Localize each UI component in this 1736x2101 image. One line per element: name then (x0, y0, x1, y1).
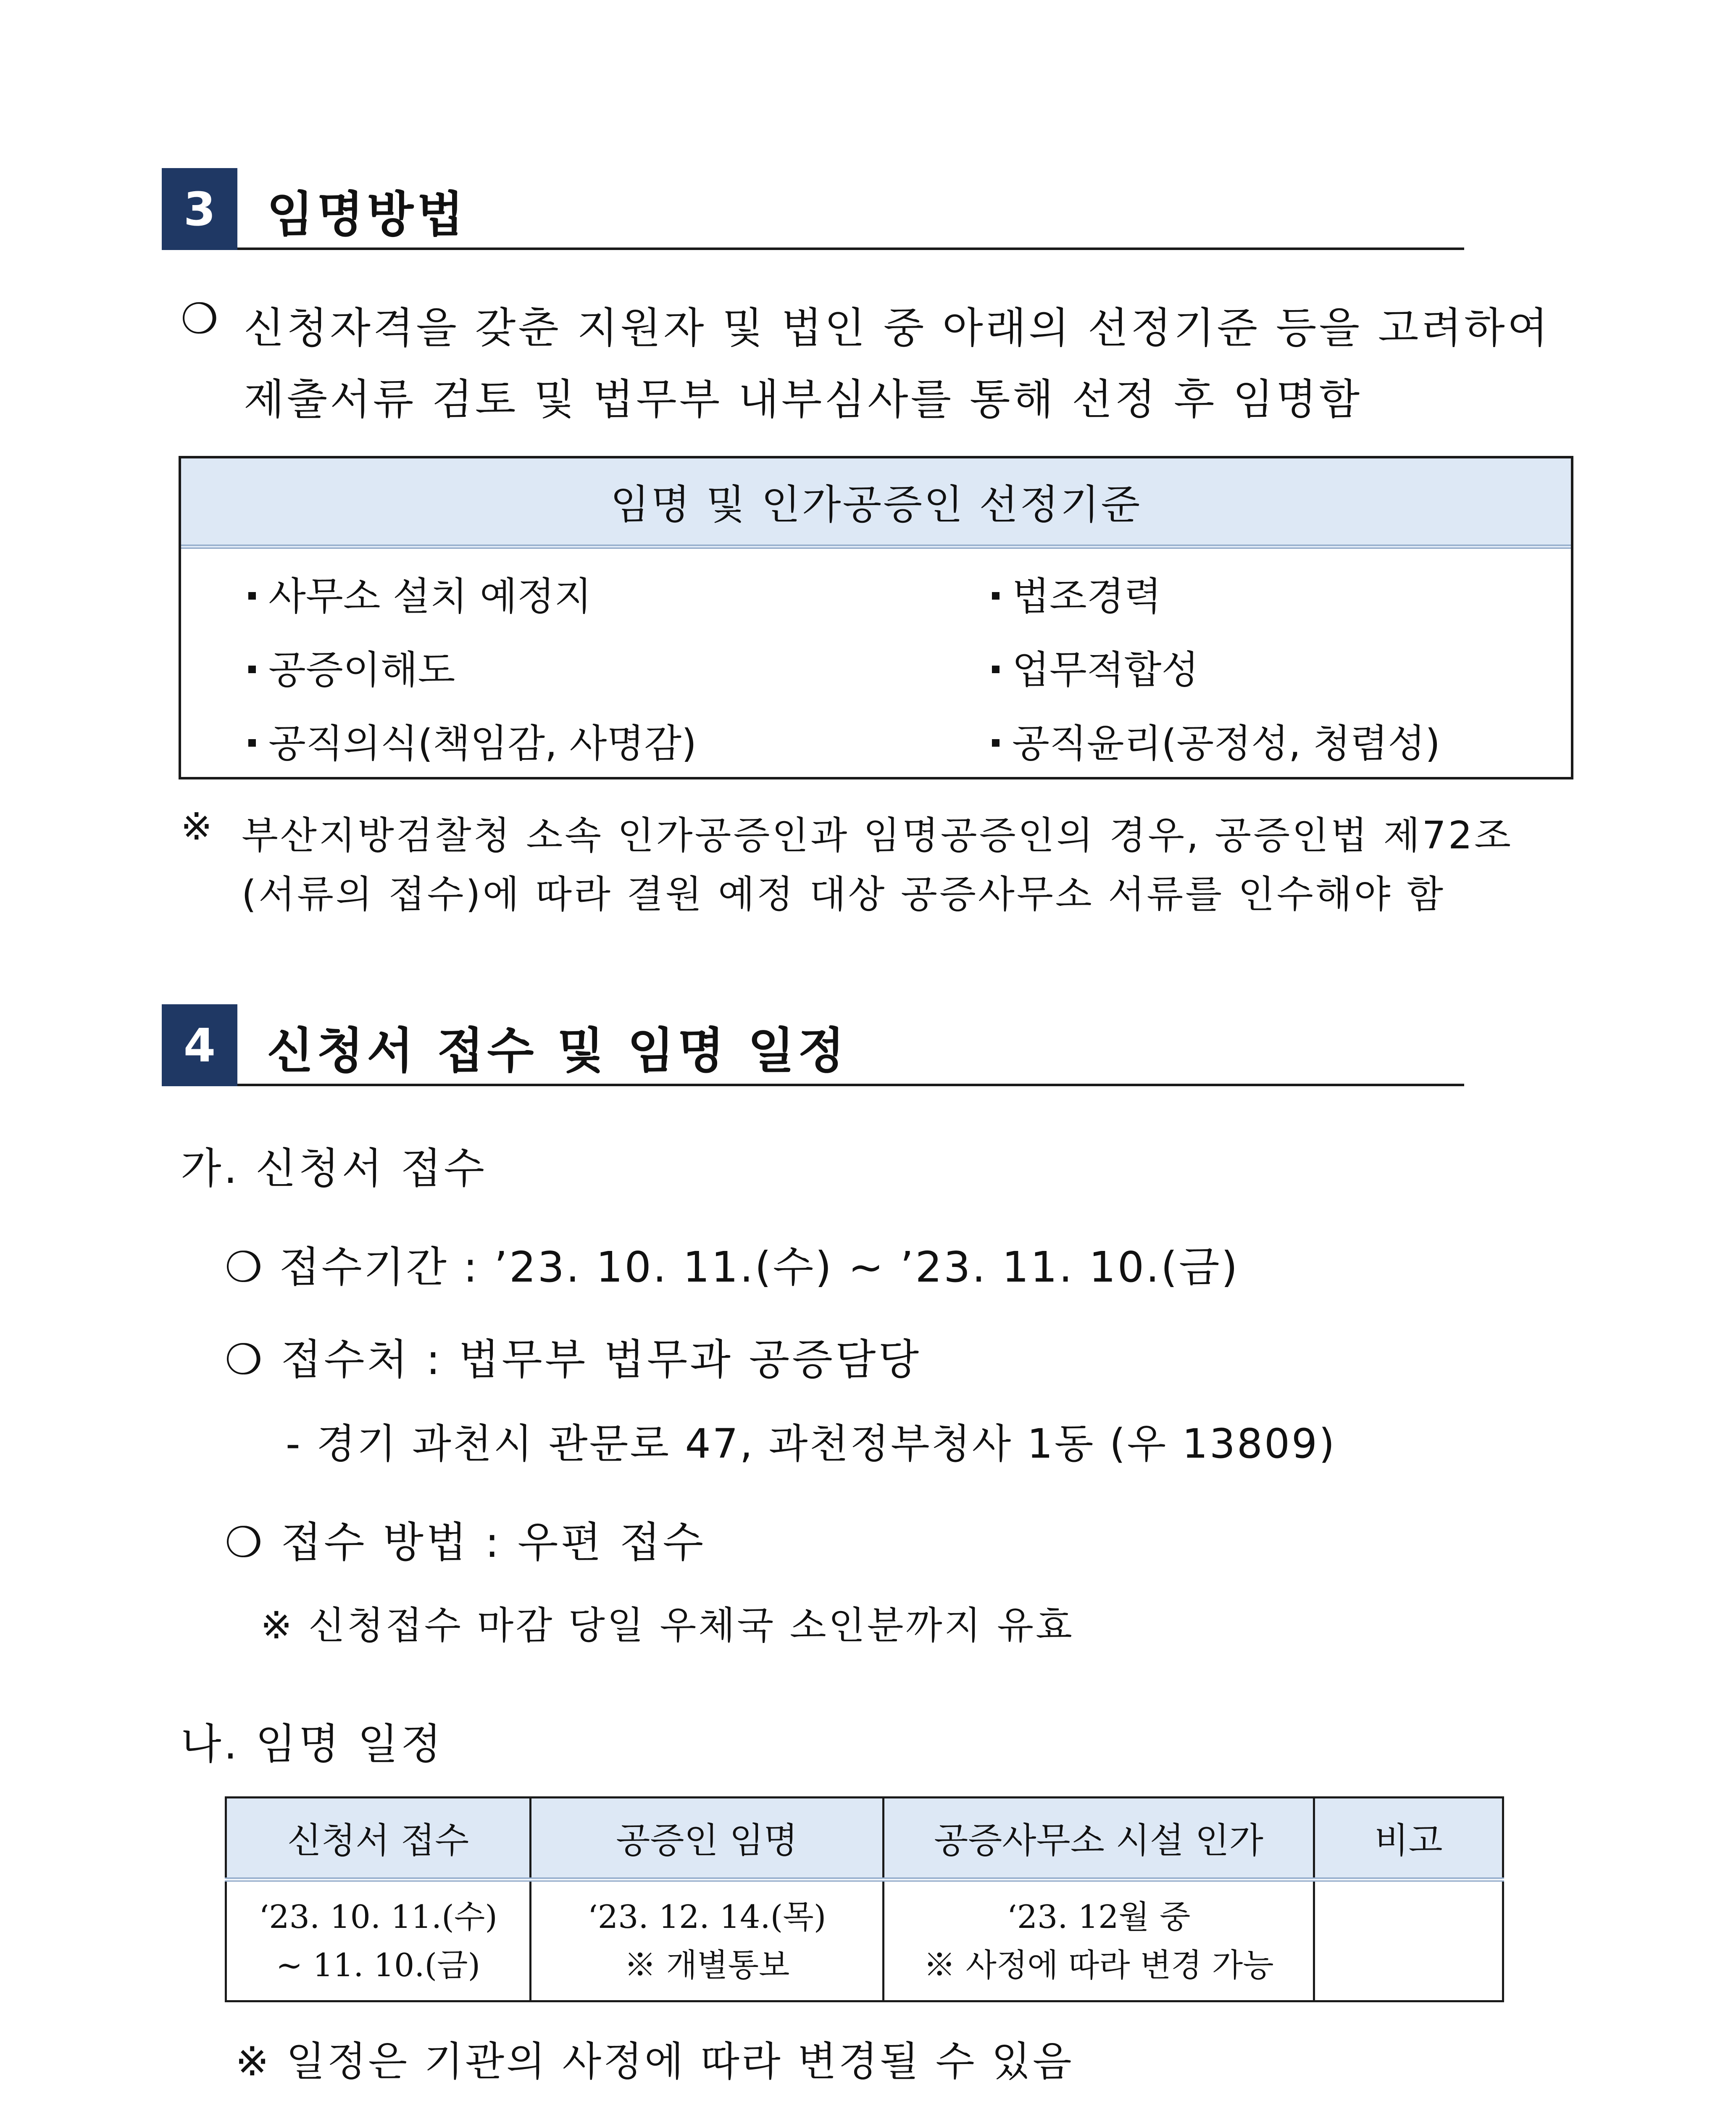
section-number: 3 (162, 168, 237, 250)
criteria-item: 법조경력 (992, 566, 1162, 621)
method-note: ※ 신청접수 마감 당일 우체국 소인분까지 유효 (260, 1603, 1074, 1648)
table-cell: ‘23. 12월 중 ※ 사정에 따라 변경 가능 (884, 1880, 1314, 2001)
criteria-item: 사무소 설치 예정지 (248, 566, 592, 621)
table-header-cell: 공증사무소 시설 인가 (884, 1798, 1314, 1880)
bullet-circle: ❍ (181, 294, 218, 343)
note-line-1: 부산지방검찰청 소속 인가공증인과 임명공증인의 경우, 공증인법 제72조 (242, 814, 1513, 858)
criteria-item: 공직윤리(공정성, 청렴성) (992, 713, 1440, 768)
subheading-application: 가. 신청서 접수 (181, 1144, 487, 1193)
table-cell: ‘23. 12. 14.(목) ※ 개별통보 (531, 1880, 884, 2001)
criteria-item: 공직의식(책임감, 사명감) (248, 713, 697, 768)
square-bullet-icon (992, 666, 1000, 673)
section-4-header (162, 1004, 1464, 1086)
table-row (226, 1880, 1503, 2001)
application-period: ❍ 접수기간 : ’23. 10. 11.(수) ~ ’23. 11. 10.(금) (225, 1243, 1239, 1292)
criteria-title: 임명 및 인가공증인 선정기준 (181, 458, 1571, 549)
paragraph-line-2: 제출서류 검토 및 법무부 내부심사를 통해 선정 후 임명함 (244, 375, 1362, 424)
schedule-footnote: ※ 일정은 기관의 사정에 따라 변경될 수 있음 (235, 2038, 1074, 2085)
selection-criteria-box (179, 456, 1573, 779)
application-method: ❍ 접수 방법 : 우편 접수 (225, 1518, 706, 1567)
note-marker: ※ (181, 805, 213, 849)
table-cell: ‘23. 10. 11.(수) ~ 11. 10.(금) (226, 1880, 531, 2001)
criteria-item: 업무적합성 (992, 639, 1199, 695)
application-office: ❍ 접수처 : 법무부 법무과 공증담당 (225, 1335, 922, 1384)
table-header-cell: 신청서 접수 (226, 1798, 531, 1880)
square-bullet-icon (248, 592, 256, 600)
section-title: 임명방법 (267, 187, 467, 243)
square-bullet-icon (248, 739, 256, 747)
square-bullet-icon (992, 592, 1000, 600)
section-3-header (162, 168, 1464, 250)
schedule-table (225, 1796, 1504, 2002)
section-number: 4 (162, 1004, 237, 1086)
table-cell-remarks (1314, 1880, 1503, 2001)
section-title: 신청서 접수 및 임명 일정 (267, 1023, 848, 1079)
table-header-cell: 공증인 임명 (531, 1798, 884, 1880)
note-line-2: (서류의 접수)에 따라 결원 예정 대상 공증사무소 서류를 인수해야 함 (242, 872, 1446, 916)
paragraph-line-1: 신청자격을 갖춘 지원자 및 법인 중 아래의 선정기준 등을 고려하여 (244, 303, 1551, 353)
table-header-row (226, 1798, 1503, 1880)
square-bullet-icon (992, 739, 1000, 747)
criteria-item: 공증이해도 (248, 639, 455, 695)
table-header-cell: 비고 (1314, 1798, 1503, 1880)
square-bullet-icon (248, 666, 256, 673)
subheading-schedule: 나. 임명 일정 (181, 1719, 444, 1769)
office-address: - 경기 과천시 관문로 47, 과천정부청사 1동 (우 13809) (286, 1420, 1336, 1467)
